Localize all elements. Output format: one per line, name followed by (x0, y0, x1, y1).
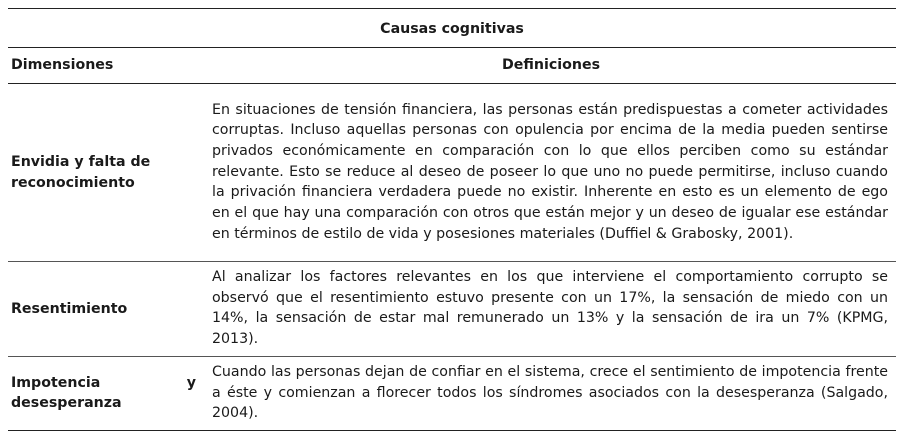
dimension-cell: Impotencia y desesperanza (8, 356, 206, 430)
definition-cell: En situaciones de tensión financiera, las personas están predispuestas a cometer actividades corruptas. Incluso aquellas personas con opulencia por encima de la media pueden sentirse privados económicamente en comparación con lo que ellos perciben como su estándar relevante. Esto se reduce al deseo de poseer lo que uno no puede permitirse, incluso cuando la privación financiera verdadera puede no existir. Inherente en esto es un elemento de ego en el que hay una comparación con otros que están mejor y un deseo de igualar ese estándar en términos de estilo de vida y posesiones materiales (Duffiel & Grabosky, 2001). (206, 84, 896, 262)
table-row (8, 84, 896, 262)
table-title-row (8, 9, 896, 48)
causas-cognitivas-table-container (8, 8, 896, 431)
dimension-cell: Resentimiento (8, 262, 206, 357)
table-row (8, 262, 896, 357)
definition-cell: Cuando las personas dejan de confiar en el sistema, crece el sentimiento de impotencia frente a éste y comienzan a florecer todos los síndromes asociados con la desesperanza (Salgado, 2004). (206, 356, 896, 430)
causas-cognitivas-table (8, 8, 896, 431)
table-title: Causas cognitivas (8, 9, 896, 48)
table-header-row (8, 48, 896, 84)
table-row (8, 356, 896, 430)
header-definitions: Definiciones (206, 48, 896, 84)
header-dimensions: Dimensiones (8, 48, 206, 84)
dimension-cell: Envidia y falta de reconocimiento (8, 84, 206, 262)
definition-cell: Al analizar los factores relevantes en los que interviene el comportamiento corrupto se observó que el resentimiento estuvo presente con un 17%, la sensación de miedo con un 14%, la sensación de estar mal remunerado un 13% y la sensación de ira un 7% (KPMG, 2013). (206, 262, 896, 357)
